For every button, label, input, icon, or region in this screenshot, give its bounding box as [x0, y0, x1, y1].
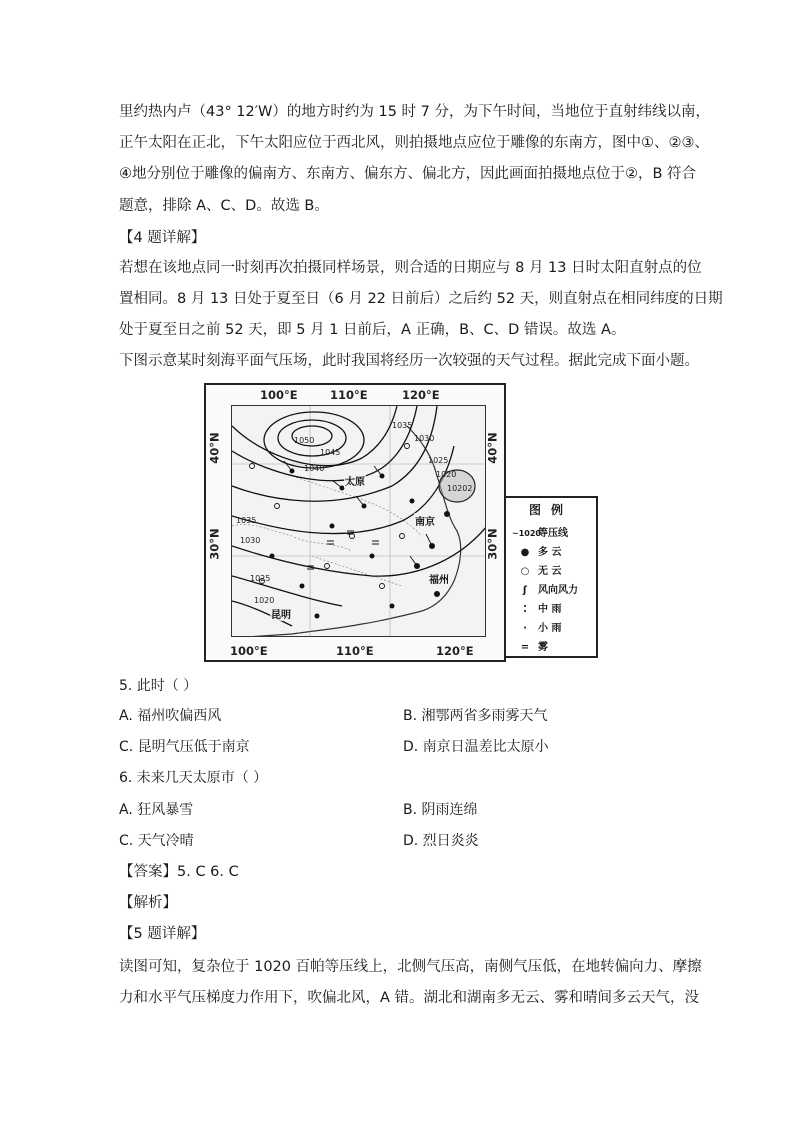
isobar-label: 1045	[320, 448, 341, 457]
filled-circle-icon: ●	[520, 547, 530, 558]
isobar-label: 10202	[447, 484, 473, 493]
isobar-label: 1035	[236, 516, 257, 525]
text-line: 力和水平气压梯度力作用下，吹偏北风，A 错。湖北和湖南多无云、雾和晴间多云天气，没	[119, 990, 700, 1006]
legend-label: 中 雨	[538, 604, 562, 615]
isobar-label: 1030	[240, 536, 261, 545]
option-b: B. 阴雨连绵	[403, 802, 478, 818]
legend-label: 小 雨	[538, 623, 562, 634]
legend-item-clear	[512, 562, 561, 577]
text-line: 正午太阳在正北，下午太阳应位于西北风，则拍摄地点应位于雕像的东南方，图中①、②③、	[119, 135, 709, 151]
isobar-label: 1050	[294, 436, 315, 445]
option-d: D. 南京日温差比太原小	[403, 739, 549, 755]
city-label-taiyuan: 太原	[344, 473, 366, 488]
map-top-tick: 100°E	[260, 388, 298, 402]
text-line: 读图可知，复杂位于 1020 百帕等压线上，北侧气压高，南侧气压低，在地转偏向力、摩擦	[119, 959, 702, 975]
legend-item-light-rain	[512, 619, 561, 634]
option-a: A. 福州吹偏西风	[119, 708, 222, 724]
option-c: C. 天气冷晴	[119, 833, 194, 849]
option-a: A. 狂风暴雪	[119, 802, 194, 818]
isobar-symbol-icon: ~1020	[512, 529, 541, 538]
isobar-label: 1040	[304, 464, 325, 473]
isobar-label: 1035	[392, 421, 413, 430]
text-line: 里约热内卢（43° 12′W）的地方时约为 15 时 7 分，为下午时间，当地位于直射纬线以南，	[119, 104, 710, 120]
moderate-rain-icon: ⁚	[523, 604, 527, 615]
option-d: D. 烈日炎炎	[403, 833, 479, 849]
city-label-kunming: 昆明	[270, 606, 292, 621]
legend-title: 图例	[528, 503, 573, 517]
text-line: 下图示意某时刻海平面气压场，此时我国将经历一次较强的天气过程。据此完成下面小题。	[119, 353, 699, 369]
legend-item-moderate-rain	[512, 600, 561, 615]
option-b: B. 湘鄂两省多雨雾天气	[403, 708, 548, 724]
map-right-tick: 40°N	[485, 432, 500, 464]
isobar-label: 1025	[428, 456, 449, 465]
legend-label: 风向风力	[538, 585, 578, 596]
map-top-tick: 110°E	[330, 388, 368, 402]
map-top-tick: 120°E	[402, 388, 440, 402]
map-right-tick: 30°N	[485, 528, 500, 560]
legend-label: 雾	[538, 642, 548, 653]
pressure-map-figure	[204, 383, 506, 662]
section-header: 【5 题详解】	[119, 926, 206, 942]
map-legend	[504, 496, 598, 658]
map-area	[231, 405, 486, 637]
legend-item-fog	[512, 638, 548, 653]
map-left-tick: 40°N	[207, 432, 222, 464]
legend-item-wind	[512, 581, 578, 596]
analysis-header: 【解析】	[119, 895, 177, 911]
light-rain-icon: ·	[523, 623, 527, 634]
option-c: C. 昆明气压低于南京	[119, 739, 250, 755]
legend-item-isobar	[512, 524, 568, 539]
text-line: 置相同。8 月 13 日处于夏至日（6 月 22 日前后）之后约 52 天，则直射点在相同纬度的日期	[119, 291, 723, 307]
legend-label: 无 云	[538, 566, 562, 577]
city-label-nanjing: 南京	[414, 513, 436, 528]
question-stem: 6. 未来几天太原市（ ）	[119, 770, 268, 786]
legend-item-cloudy	[512, 543, 561, 558]
isobar-label: 1020	[436, 470, 457, 479]
section-header: 【4 题详解】	[119, 230, 206, 246]
wind-barb-icon: ʃ	[522, 585, 528, 596]
map-left-tick: 30°N	[207, 528, 222, 560]
map-bottom-tick: 120°E	[436, 644, 474, 658]
map-bottom-tick: 110°E	[336, 644, 374, 658]
question-stem: 5. 此时（ ）	[119, 678, 198, 694]
legend-label: 多 云	[538, 547, 562, 558]
isobar-label: 1030	[414, 434, 435, 443]
fog-icon: =	[520, 642, 530, 653]
text-line: ④地分别位于雕像的偏南方、东南方、偏东方、偏北方，因此画面拍摄地点位于②，B 符合	[119, 166, 697, 182]
isobar-label: 1025	[250, 574, 271, 583]
map-bottom-tick: 100°E	[230, 644, 268, 658]
text-line: 题意，排除 A、C、D。故选 B。	[119, 198, 329, 214]
city-label-fuzhou: 福州	[428, 571, 450, 586]
isobar-label: 1020	[254, 596, 275, 605]
legend-label: 等压线	[538, 528, 568, 539]
text-line: 处于夏至日之前 52 天，即 5 月 1 日前后，A 正确，B、C、D 错误。故选 A。	[119, 322, 626, 338]
hollow-circle-icon: ○	[520, 566, 530, 577]
text-line: 若想在该地点同一时刻再次拍摄同样场景，则合适的日期应与 8 月 13 日时太阳直射点的位	[119, 260, 702, 276]
answer-line: 【答案】5. C 6. C	[119, 864, 239, 880]
